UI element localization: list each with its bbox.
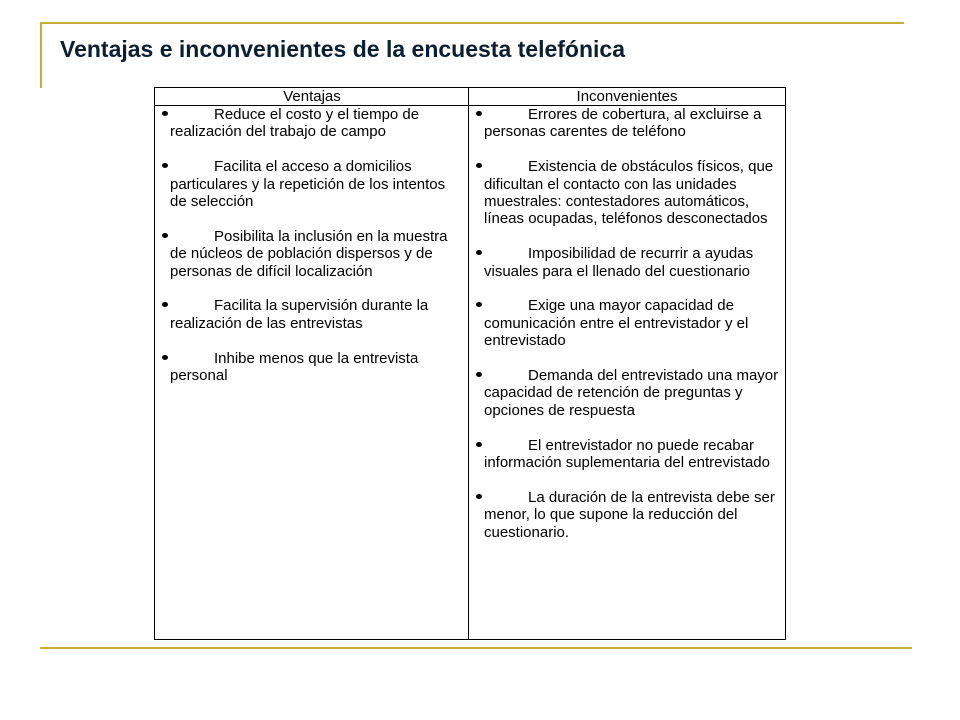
advantage-item — [162, 297, 462, 332]
item-text: Reduce el costo y el tiempo de realización del trabajo de campo — [170, 106, 420, 141]
left-accent-rule — [40, 22, 42, 88]
bullet-icon — [476, 372, 482, 377]
disadvantage-item — [476, 297, 782, 349]
bullet-icon — [476, 302, 482, 307]
slide-title: Ventajas e inconvenientes de la encuesta telefónica — [60, 36, 626, 62]
disadvantages-column — [476, 88, 782, 558]
bullet-icon — [162, 111, 168, 116]
item-text: Demanda del entrevistado una mayor capacidad de retención de preguntas y opciones de respuesta — [484, 367, 779, 419]
bullet-icon — [162, 302, 168, 307]
column-divider — [468, 87, 469, 640]
disadvantages-header: Inconvenientes — [468, 88, 786, 106]
disadvantage-item — [476, 245, 782, 280]
bullet-icon — [162, 163, 168, 168]
item-text: Existencia de obstáculos físicos, que dificultan el contacto con las unidades muestrales: contestadores automáticos, líneas ocupadas, teléfonos desconectados — [484, 158, 774, 228]
bullet-icon — [476, 163, 482, 168]
item-text: Errores de cobertura, al excluirse a personas carentes de teléfono — [484, 106, 762, 141]
bullet-icon — [476, 494, 482, 499]
advantage-item — [162, 228, 462, 280]
item-text: Facilita la supervisión durante la realización de las entrevistas — [170, 297, 429, 332]
disadvantage-item — [476, 106, 782, 141]
bullet-icon — [476, 111, 482, 116]
bullet-icon — [476, 250, 482, 255]
disadvantage-item — [476, 158, 782, 228]
disadvantage-item — [476, 437, 782, 472]
bullet-icon — [476, 442, 482, 447]
advantage-item — [162, 106, 462, 141]
disadvantage-item — [476, 367, 782, 419]
advantages-header: Ventajas — [154, 88, 470, 106]
advantages-list — [162, 106, 462, 384]
item-text: El entrevistador no puede recabar información suplementaria del entrevistado — [484, 436, 770, 472]
bottom-accent-rule — [40, 647, 912, 649]
advantages-column — [162, 88, 462, 402]
disadvantage-item — [476, 489, 782, 541]
item-text: Inhibe menos que la entrevista personal — [170, 349, 419, 385]
bullet-icon — [162, 233, 168, 238]
item-text: Imposibilidad de recurrir a ayudas visuales para el llenado del cuestionario — [484, 245, 754, 280]
bullet-icon — [162, 355, 168, 360]
advantage-item — [162, 158, 462, 210]
item-text: La duración de la entrevista debe ser menor, lo que supone la reducción del cuestionario. — [484, 488, 775, 541]
item-text: Exige una mayor capacidad de comunicación entre el entrevistador y el entrevistado — [484, 297, 749, 350]
item-text: Posibilita la inclusión en la muestra de núcleos de población dispersos y de personas de difícil localización — [170, 227, 448, 280]
advantage-item — [162, 350, 462, 385]
top-accent-rule — [40, 22, 904, 24]
disadvantages-list — [476, 106, 782, 541]
item-text: Facilita el acceso a domicilios particulares y la repetición de los intentos de selección — [170, 158, 446, 211]
